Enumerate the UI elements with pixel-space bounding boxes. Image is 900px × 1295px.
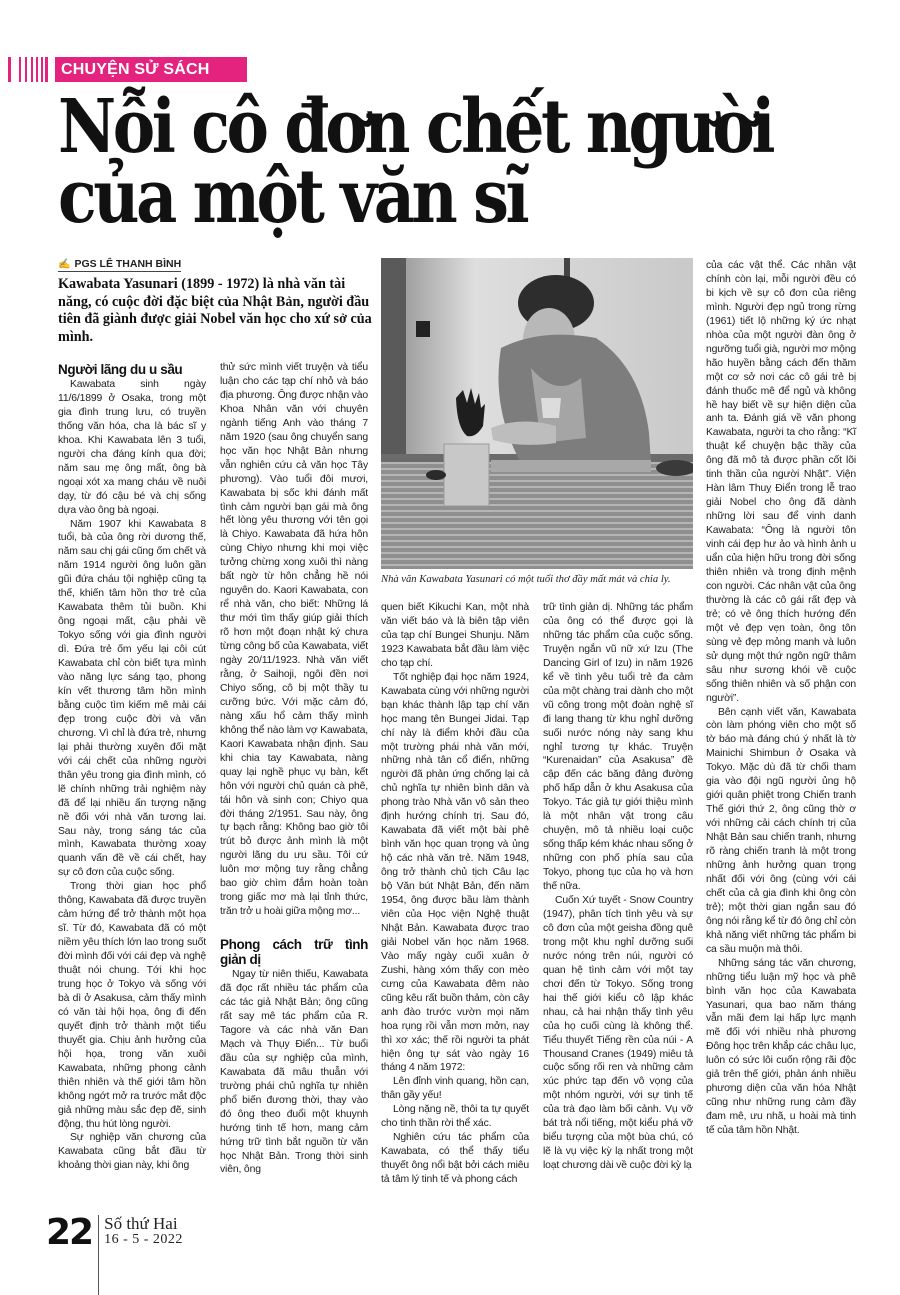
headline-line-2: của một văn sĩ <box>58 154 527 240</box>
byline <box>58 258 181 272</box>
decorative-bars <box>0 57 55 82</box>
column-3 <box>381 601 529 1187</box>
author-photo <box>381 258 693 569</box>
column-2 <box>220 361 368 1177</box>
subheading-1: Người lãng du u sầu <box>58 362 183 377</box>
paragraph: Cuốn Xứ tuyết - Snow Country (1947), phân tích tình yêu và sự cô đơn của một geisha đồng quê trong một khu nghỉ dưỡng suối nước nóng trên núi, người có quan hệ tình cảm với một tay chơi đến từ Tokyo. Sống trong hai thế giới kiểu cô lập khác nhau, cả hai nhận thấy tình yêu của họ cuối cùng là không thể. Tiểu thuyết Tiếng rền của núi - A Thousand Cranes (1949) miêu tả cuộc sống rối ren và những cảm xúc phức tạp đến vô vọng của một nhóm người, với sự tinh tế của trà đạo làm bối cảnh. Vụ vỡ bát trà nổi tiếng, một kiểu phá vỡ biểu tượng của một bùa chú, có lẽ là vụ việc kỳ lạ nhất trong một loạt chương dài về cuộc đời kỳ lạ <box>543 895 693 1172</box>
paragraph: Bên cạnh viết văn, Kawabata còn làm phóng viên cho một số tờ báo mà đáng chú ý nhất là tờ Mainichi Shimbun ở Osaka và Tokyo. Mặc dù đã từ chối tham gia vào đội ngũ người ủng hộ giới quân phiệt trong Chiến tranh Thế giới thứ 2, ông cũng thờ ơ với những cải cách chính trị của Nhật Bản sau chiến tranh, nhưng rõ ràng chiến tranh là một trong những ảnh hưởng quan trọng nhất đối với ông (cùng với cái chết của cả gia đình khi ông còn trẻ); một thời gian ngắn sau đó ông nói rằng kể từ đó ông chỉ còn khả năng viết những tác phẩm bi ca sầu muộn mà thôi. <box>706 706 856 955</box>
photo-caption: Nhà văn Kawabata Yasunari có một tuổi thơ đầy mất mát và chia ly. <box>381 574 671 585</box>
paragraph: Nghiên cứu tác phẩm của Kawabata, có thể thấy tiểu thuyết ông nổi bật bởi cách miêu tả tâm lý tinh tế và phong cách <box>381 1132 529 1186</box>
column-5 <box>706 259 856 1138</box>
author-name: PGS LÊ THANH BÌNH <box>74 258 182 270</box>
page-number: 22 <box>46 1212 93 1253</box>
subheading-2: Phong cách trữ tình giản dị <box>220 937 368 968</box>
photo-illustration <box>381 258 693 569</box>
paragraph: Kawabata sinh ngày 11/6/1899 ở Osaka, trong một gia đình trung lưu, có truyền thống văn hóa, cha là bác sĩ y khoa. Khi Kawabata lên 3 tuổi, người cha đáng kính qua đời; năm sau mẹ ông mất, ông bà ngoại xót xa mang cháu về nuôi dạy, từ đó cậu bé và chị sống dựa vào ông bà ngoại. <box>58 379 206 516</box>
paragraph: trữ tình giản dị. Những tác phẩm của ông có thể được gọi là những tác phẩm của cuộc sống. Truyện ngắn vũ nữ xứ Izu (The Dancing Girl of Izu) in năm 1926 kể về tình yêu tuổi trẻ đa cảm của một chàng trai dành cho một vũ công trong một đoàn nghệ sĩ đi lang thang từ khu nghỉ dưỡng suối nước nóng này sang khu nghỉ tương tự khác. Truyện “Kurenaidan” của Asakusa” đề cập đến các băng đảng đường phố hấp dẫn ở khu Asakusa của Tokyo. Tác giả tự giới thiệu mình là một nhân vật trong câu chuyện, mô tả nhiều loại cuộc sống thấp kém khác nhau sống ở những con phố phía sau của Tokyo, phong tục của họ và hơn thế nữa. <box>543 602 693 893</box>
paragraph: Năm 1907 khi Kawabata 8 tuổi, bà của ông rời dương thế, năm sau chị gái cũng ốm chết và năm 1914 người ông luôn gần gũi đứa cháu tội nghiệp cũng tạ thế, khiến tâm hồn thơ trẻ của Kawabata thêm tủi buồn. Khi ông ngoại mất, cậu phải về Tokyo sống với gia đình người dì. Đứa trẻ ốm yếu lại côi cút Kawabata chỉ còn biết tựa mình vào năng lực sáng tạo, phong kín vết thương tâm hồn mình bằng cuộc tìm kiếm mê mải cái đẹp trong cuộc đời và văn chương. Vì chỉ là đứa trẻ, nhưng lại phải thường xuyên đối mặt với cái chết của những người thân yêu trong gia đình mình, có lẽ chính những trải nghiệm này đã để lại nhiều ấn tượng nặng nề đối với nhà văn tương lai. Sau này, trong sáng tác của mình, Kawabata thường xoay quanh vấn đề về cái chết, hay sự cô đơn của cuộc sống. <box>58 518 206 879</box>
paragraph: của các vật thể. Các nhân vật chính còn lại, mỗi người đều có bi kịch về sự cô đơn của riêng mình. Người đẹp ngủ trong rừng (1961) tiết lộ những ký ức nhạt nhòa của một người đàn ông ở ngưỡng tuổi già, người mơ mộng hão huyền bằng cách đến thăm một cơ sở nơi các cô gái trẻ bị đánh thuốc mê để ngủ và không hề hay biết về sự hiện diện của anh ta. Đánh giá về văn phong Kawabata, người ta cho rằng: “Kĩ thuật kể chuyện bậc thầy của ông đã mô tả được phần cốt lõi tinh thần của người Nhật”. Viện Hàn lâm Thuỵ Điển trong lễ trao giải Nobel cho ông đã dành những lời sau để vinh danh Kawabata: “Ông là người tôn vinh cái đẹp hư ảo và hình ảnh u uẩn của hiện hữu trong đời sống thiên nhiên và trong định mệnh con người. Các nhân vật của ông thường là các cô gái rất đẹp và trẻ; có vẻ ông thích hướng đến một vẻ đẹp vẹn toàn, ông tôn sùng vẻ đẹp mỏng manh và luôn sử dụng một thứ ngôn ngữ thâm sâu như sương khói về cuộc sống thiên nhiên và số phận con người”. <box>706 260 856 704</box>
column-4 <box>543 601 693 1173</box>
section-tag <box>0 57 247 82</box>
footer-divider <box>98 1215 99 1295</box>
paragraph: Ngay từ niên thiếu, Kawabata đã đọc rất nhiều tác phẩm của các tác giả Nhật Bản; ông cũng rất say mê tác phẩm của R. Tagore và các nhà văn Đan Mạch và Thụy Điển... Từ buổi đầu của sự nghiệp của mình, Kawabata đã mâu thuẫn với trường phái chủ nghĩa tự nhiên phổ biến đương thời, thay vào đó ông theo đuổi một khuynh hướng tinh tế hơn, mang cảm hứng trữ tình bắt nguồn từ văn học Nhật Bản. Trong thời sinh viên, ông <box>220 969 368 1176</box>
paragraph: Trong thời gian học phổ thông, Kawabata đã được truyền cảm hứng để trở thành một họa sĩ. Từ đó, Kawabata đã có một niềm yêu thích lớn lao trong suốt đời mình đối với cái đẹp và nghệ thuật nói chung. Tới khi học trung học ở Tokyo và sống với bà dì ở Asakusa, cảm thấy mình có văn tài hội họa, ông đi đến quyết định trở thành một tiểu thuyết gia. Chịu ảnh hưởng của hội họa, trong văn xuôi Kawabata, những phong cảnh thiên nhiên và thế giới tâm hồn không ngớt mở ra trước mắt độc giả những màu sắc đẹp đẽ, sinh động, thu hút lòng người. <box>58 881 206 1130</box>
paragraph: Những sáng tác văn chương, những tiểu luận mỹ học và phê bình văn học của Kawabata Yasunari, qua bao năm tháng vẫn mãi đem lại hấp lực mạnh mẽ đối với nhiều nhà phương Đông học trên khắp các châu lục, luôn có sức lôi cuốn rộng rãi độc giả trên thế giới, phản ánh nhiều phương diện của văn hóa Nhật cũng như những rung cảm đầy đam mê, ưu nhã, u hoài mà tinh tế của tâm hồn Nhật. <box>706 957 856 1137</box>
issue-label: Số thứ Hai <box>104 1214 178 1233</box>
paragraph: Sự nghiệp văn chương của Kawabata cũng bắt đầu từ khoảng thời gian này, khi ông <box>58 1132 206 1172</box>
article-lead: Kawabata Yasunari (1899 - 1972) là nhà văn tài năng, có cuộc đời đặc biệt của Nhật Bản, người đầu tiên đã giành được giải Nobel văn học cho xứ sở của mình. <box>58 276 372 345</box>
page-footer <box>46 1212 183 1295</box>
paragraph: thử sức mình viết truyện và tiểu luận cho các tạp chí nhỏ và báo địa phương. Ông được nhận vào Khoa Nhân văn với chuyên ngành tiếng Anh vào tháng 7 năm 1920 (sau ông chuyển sang học văn học Nhật Bản nhưng vẫn nghiên cứu cả văn học Tây phương). Vào tuổi đôi mươi, Kawabata bị sốc khi đánh mất tình cảm người bạn gái mà ông hết lòng yêu thương với tên gọi là Chiyo. Kawabata đã hứa hôn cùng Chiyo nhưng khi mọi việc tưởng chừng xong xuôi thì nàng bất ngờ từ hôn chẳng hề nói nguyên do. Kaori Kawabata, con rể nhà văn, cho biết: Những lá thư mới tìm thấy giúp giải thích rõ hơn một đoạn nhật ký chưa từng công bố của Kawabata, viết ngày 20/11/1923. Nhà văn viết rằng, ở Saihoji, ngôi đền nơi Chiyo sống, cô bị một thầy tu cưỡng bức. Với mặc cảm đó, nàng xấu hổ cảm thấy mình không thể nào làm vợ Kawabata, Kaori Kawabata nhận định. Sau khi chia tay Kawabata, nàng quay lại nghề phục vụ bàn, kết hôn với người chủ quán cà phê, tái hôn và sinh con; Chiyo qua đời tháng 2/1951. Sau này, ông tự bạch rằng: Không bao giờ tôi trút bỏ được ảnh mình là một người lãng du ưu sầu. Tôi cứ luôn mơ mộng tuy rằng chẳng bao giờ chìm đắm hoàn toàn trong giấc mơ mà lại tỉnh thức, trăn trở u hoài giữa mộng mơ... <box>220 362 368 918</box>
pen-icon: ✍ <box>58 258 71 270</box>
column-1 <box>58 362 206 1173</box>
headline-line-1: Nỗi cô đơn chết người <box>58 84 773 170</box>
paragraph: Tốt nghiệp đại học năm 1924, Kawabata cùng với những người bạn khác thành lập tạp chí văn học mang tên Bungei Jidai. Tạp chí này là điểm khởi đầu của một trường phái nhà văn mới, những nhà tân cổ điển, những người đã phản ứng chống lại cả chủ nghĩa tự nhiên bình dân và phong trào Nhà văn vô sản theo định hướng chính trị. Sau đó, Kawabata đã viết một bài phê bình văn học quan trọng và ủng hộ các nhà văn trẻ. Năm 1948, ông trở thành chủ tịch Câu lạc bộ Văn bút Nhật Bản, đến năm 1954, ông được bầu làm thành viên của Học viện Nghệ thuật Nhật Bản. Kawabata được trao giải Nobel văn học năm 1968. Vào mấy ngày cuối xuân ở Zushi, hàng xóm thấy con mèo cưng của Kawabata đêm nào cũng kêu rất buồn thảm, còn cây anh đào trước vườn mọi năm hoa rụng rồi vẫn mơn mởn, nay thì xơ xác; thế rồi người ta phát hiện ông tự sát vào ngày 16 tháng 4 năm 1972: <box>381 671 529 1074</box>
section-label: CHUYỆN SỬ SÁCH <box>55 57 247 82</box>
poem-line: Lên đỉnh vinh quang, hồn cạn, thân gầy yếu! <box>381 1076 529 1102</box>
issue-date: 16 - 5 - 2022 <box>104 1232 183 1247</box>
poem-line: Lòng nặng nề, thôi ta tự quyết cho tinh thần rời thể xác. <box>381 1104 529 1130</box>
paragraph: quen biết Kikuchi Kan, một nhà văn viết báo và là biên tập viên của tạp chí Bungei Shunju. Năm 1923 Kawabata bắt đầu làm việc cho tạp chí. <box>381 602 529 669</box>
article-headline <box>58 84 780 240</box>
